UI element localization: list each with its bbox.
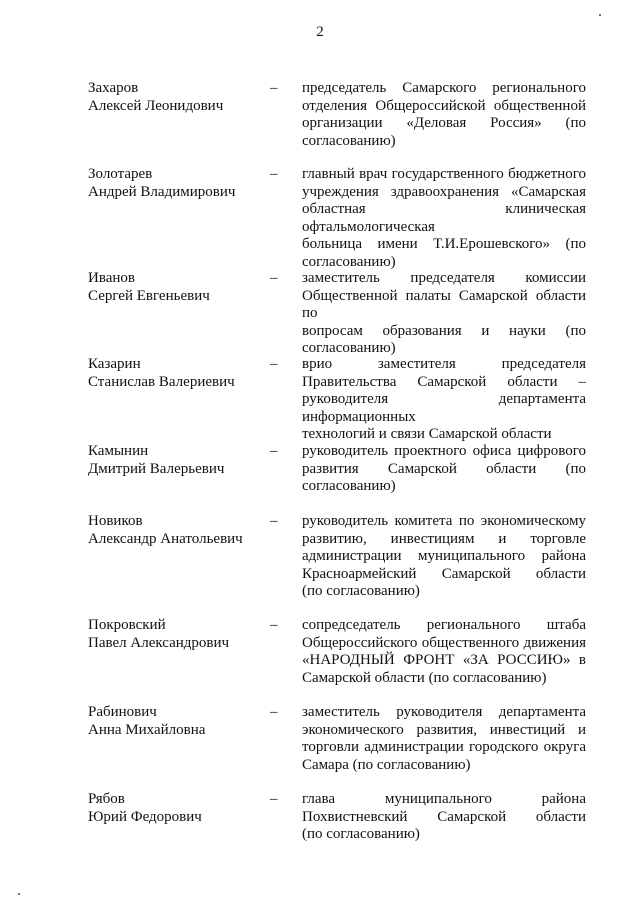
page-number: 2: [316, 24, 324, 40]
member-position-line: Самарской области (по согласованию): [302, 669, 547, 686]
member-position-line: областная клиническая офтальмологическая: [302, 201, 586, 235]
member-position-line: Красноармейский Самарской области: [302, 565, 586, 582]
member-position-line: учреждения здравоохранения «Самарская: [302, 183, 586, 200]
member-name: [88, 270, 268, 358]
member-entry: [88, 443, 588, 496]
member-entry: [88, 270, 588, 358]
member-position-line: организации «Деловая Россия» (по: [302, 115, 586, 131]
member-position: [302, 513, 586, 601]
member-position: [302, 166, 586, 271]
member-position-line: администрации муниципального района: [302, 548, 586, 564]
member-position-line: согласованию): [302, 132, 396, 149]
member-position-line: (по согласованию): [302, 583, 420, 599]
member-position-line: экономического развития, инвестиций и: [302, 721, 586, 738]
member-entry: [88, 704, 588, 774]
member-given-names: Алексей Леонидович: [88, 97, 224, 114]
member-dash: –: [270, 513, 278, 529]
member-position-line: руководителя департамента информационных: [302, 391, 586, 425]
member-position: [302, 443, 586, 496]
member-position-line: отделения Общероссийской общественной: [302, 97, 586, 114]
member-entry: [88, 513, 588, 601]
scan-speck: [18, 893, 20, 895]
member-name: [88, 704, 268, 774]
member-position-line: согласованию): [302, 340, 396, 356]
member-name: [88, 791, 268, 844]
member-position: [302, 356, 586, 444]
member-entry: [88, 356, 588, 444]
member-entry: [88, 791, 588, 844]
member-surname: Иванов: [88, 270, 135, 286]
member-name: [88, 443, 268, 496]
member-surname: Захаров: [88, 80, 139, 96]
member-position-line: председатель Самарского регионального: [302, 80, 586, 96]
member-dash: –: [270, 704, 278, 720]
member-position-line: согласованию): [302, 253, 396, 270]
member-position: [302, 80, 586, 150]
member-surname: Казарин: [88, 356, 141, 372]
member-position-line: торговли администрации городского округа: [302, 739, 586, 755]
member-position-line: заместитель руководителя департамента: [302, 704, 586, 720]
member-given-names: Юрий Федорович: [88, 808, 202, 825]
member-position-line: заместитель председателя комиссии: [302, 270, 586, 286]
member-position-line: технологий и связи Самарской области: [302, 426, 552, 442]
member-entry: [88, 80, 588, 150]
member-position-line: Похвистневский Самарской области: [302, 808, 586, 825]
member-name: [88, 80, 268, 150]
member-position: [302, 791, 586, 844]
member-dash: –: [270, 270, 278, 286]
member-position-line: (по согласованию): [302, 826, 420, 842]
scan-speck: [599, 14, 601, 16]
member-given-names: Анна Михайловна: [88, 721, 206, 738]
member-position-line: сопредседатель регионального штаба: [302, 617, 586, 633]
member-position-line: Самара (по согласованию): [302, 756, 471, 773]
member-dash: –: [270, 166, 278, 182]
member-position-line: руководитель проектного офиса цифрового: [302, 443, 586, 459]
member-position-line: «НАРОДНЫЙ ФРОНТ «ЗА РОССИЮ» в: [302, 652, 586, 668]
member-surname: Рабинович: [88, 704, 157, 720]
member-given-names: Дмитрий Валерьевич: [88, 460, 225, 477]
member-surname: Новиков: [88, 513, 143, 529]
member-surname: Камынин: [88, 443, 149, 459]
member-position-line: главный врач государственного бюджетного: [302, 166, 586, 182]
member-surname: Золотарев: [88, 166, 153, 182]
member-name: [88, 356, 268, 444]
member-position: [302, 617, 586, 687]
member-given-names: Андрей Владимирович: [88, 183, 236, 200]
member-given-names: Сергей Евгеньевич: [88, 287, 210, 304]
member-position-line: Общественной палаты Самарской области по: [302, 287, 586, 321]
member-name: [88, 617, 268, 687]
member-position-line: развития Самарской области (по: [302, 460, 586, 477]
member-position-line: Общероссийского общественного движения: [302, 634, 586, 651]
member-position-line: вопросам образования и науки (по: [302, 322, 586, 339]
member-position: [302, 704, 586, 774]
member-name: [88, 166, 268, 271]
member-position: [302, 270, 586, 358]
member-surname: Рябов: [88, 791, 125, 807]
member-position-line: больница имени Т.И.Ерошевского» (по: [302, 236, 586, 252]
member-given-names: Станислав Валериевич: [88, 373, 235, 390]
member-position-line: врио заместителя председателя: [302, 356, 586, 372]
member-given-names: Павел Александрович: [88, 634, 230, 651]
member-dash: –: [270, 791, 278, 807]
member-surname: Покровский: [88, 617, 166, 633]
member-position-line: Правительства Самарской области –: [302, 373, 586, 390]
member-dash: –: [270, 80, 278, 96]
member-entry: [88, 617, 588, 687]
member-position-line: согласованию): [302, 478, 396, 494]
member-dash: –: [270, 617, 278, 633]
member-position-line: руководитель комитета по экономическому: [302, 513, 586, 529]
member-entry: [88, 166, 588, 271]
member-position-line: глава муниципального района: [302, 791, 586, 807]
member-name: [88, 513, 268, 601]
member-dash: –: [270, 356, 278, 372]
member-position-line: развитию, инвестициям и торговле: [302, 530, 586, 547]
member-given-names: Александр Анатольевич: [88, 530, 243, 547]
member-dash: –: [270, 443, 278, 459]
